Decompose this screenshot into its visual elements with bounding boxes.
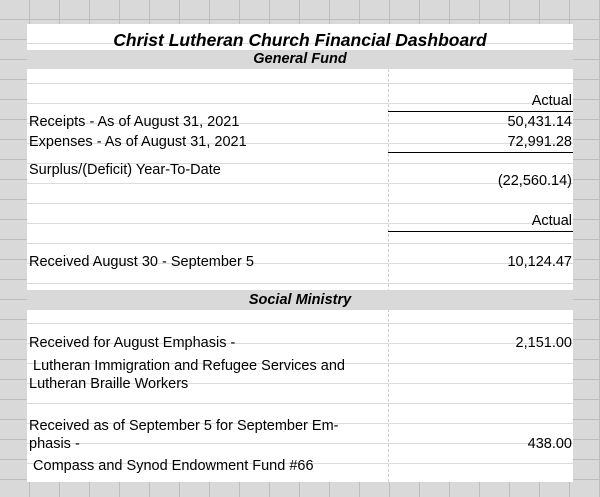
- expenses-label: Expenses - As of August 31, 2021: [29, 134, 247, 150]
- august-emphasis-desc-line2: Lutheran Braille Workers: [29, 376, 189, 392]
- general-fund-heading: General Fund: [253, 51, 347, 67]
- received-week-value: 10,124.47: [507, 254, 572, 270]
- august-emphasis-desc-line1: Lutheran Immigration and Refugee Services and: [29, 358, 345, 374]
- september-emphasis-label-line1: Received as of September 5 for September Em-: [29, 418, 339, 434]
- expenses-value: 72,991.28: [507, 134, 572, 150]
- expenses-underline: [388, 152, 573, 153]
- september-emphasis-label-line2: phasis -: [29, 436, 80, 452]
- dashboard-sheet: [27, 24, 573, 482]
- surplus-value: (22,560.14): [497, 173, 572, 189]
- actual-header: Actual: [531, 93, 572, 109]
- august-emphasis-value: 2,151.00: [515, 335, 572, 351]
- receipts-label: Receipts - As of August 31, 2021: [29, 114, 240, 130]
- september-emphasis-value: 438.00: [527, 436, 572, 452]
- actual-header-2-underline: [388, 231, 573, 232]
- surplus-label: Surplus/(Deficit) Year-To-Date: [29, 162, 221, 178]
- august-emphasis-label: Received for August Emphasis -: [29, 335, 236, 351]
- receipts-value: 50,431.14: [507, 114, 572, 130]
- column-divider: [388, 69, 389, 482]
- received-week-label: Received August 30 - September 5: [29, 254, 254, 270]
- actual-header-underline: [388, 111, 573, 112]
- social-ministry-heading: Social Ministry: [248, 292, 352, 308]
- september-emphasis-desc: Compass and Synod Endowment Fund #66: [29, 458, 314, 474]
- dashboard-title: Christ Lutheran Church Financial Dashboard: [113, 30, 487, 50]
- actual-header-2: Actual: [531, 213, 572, 229]
